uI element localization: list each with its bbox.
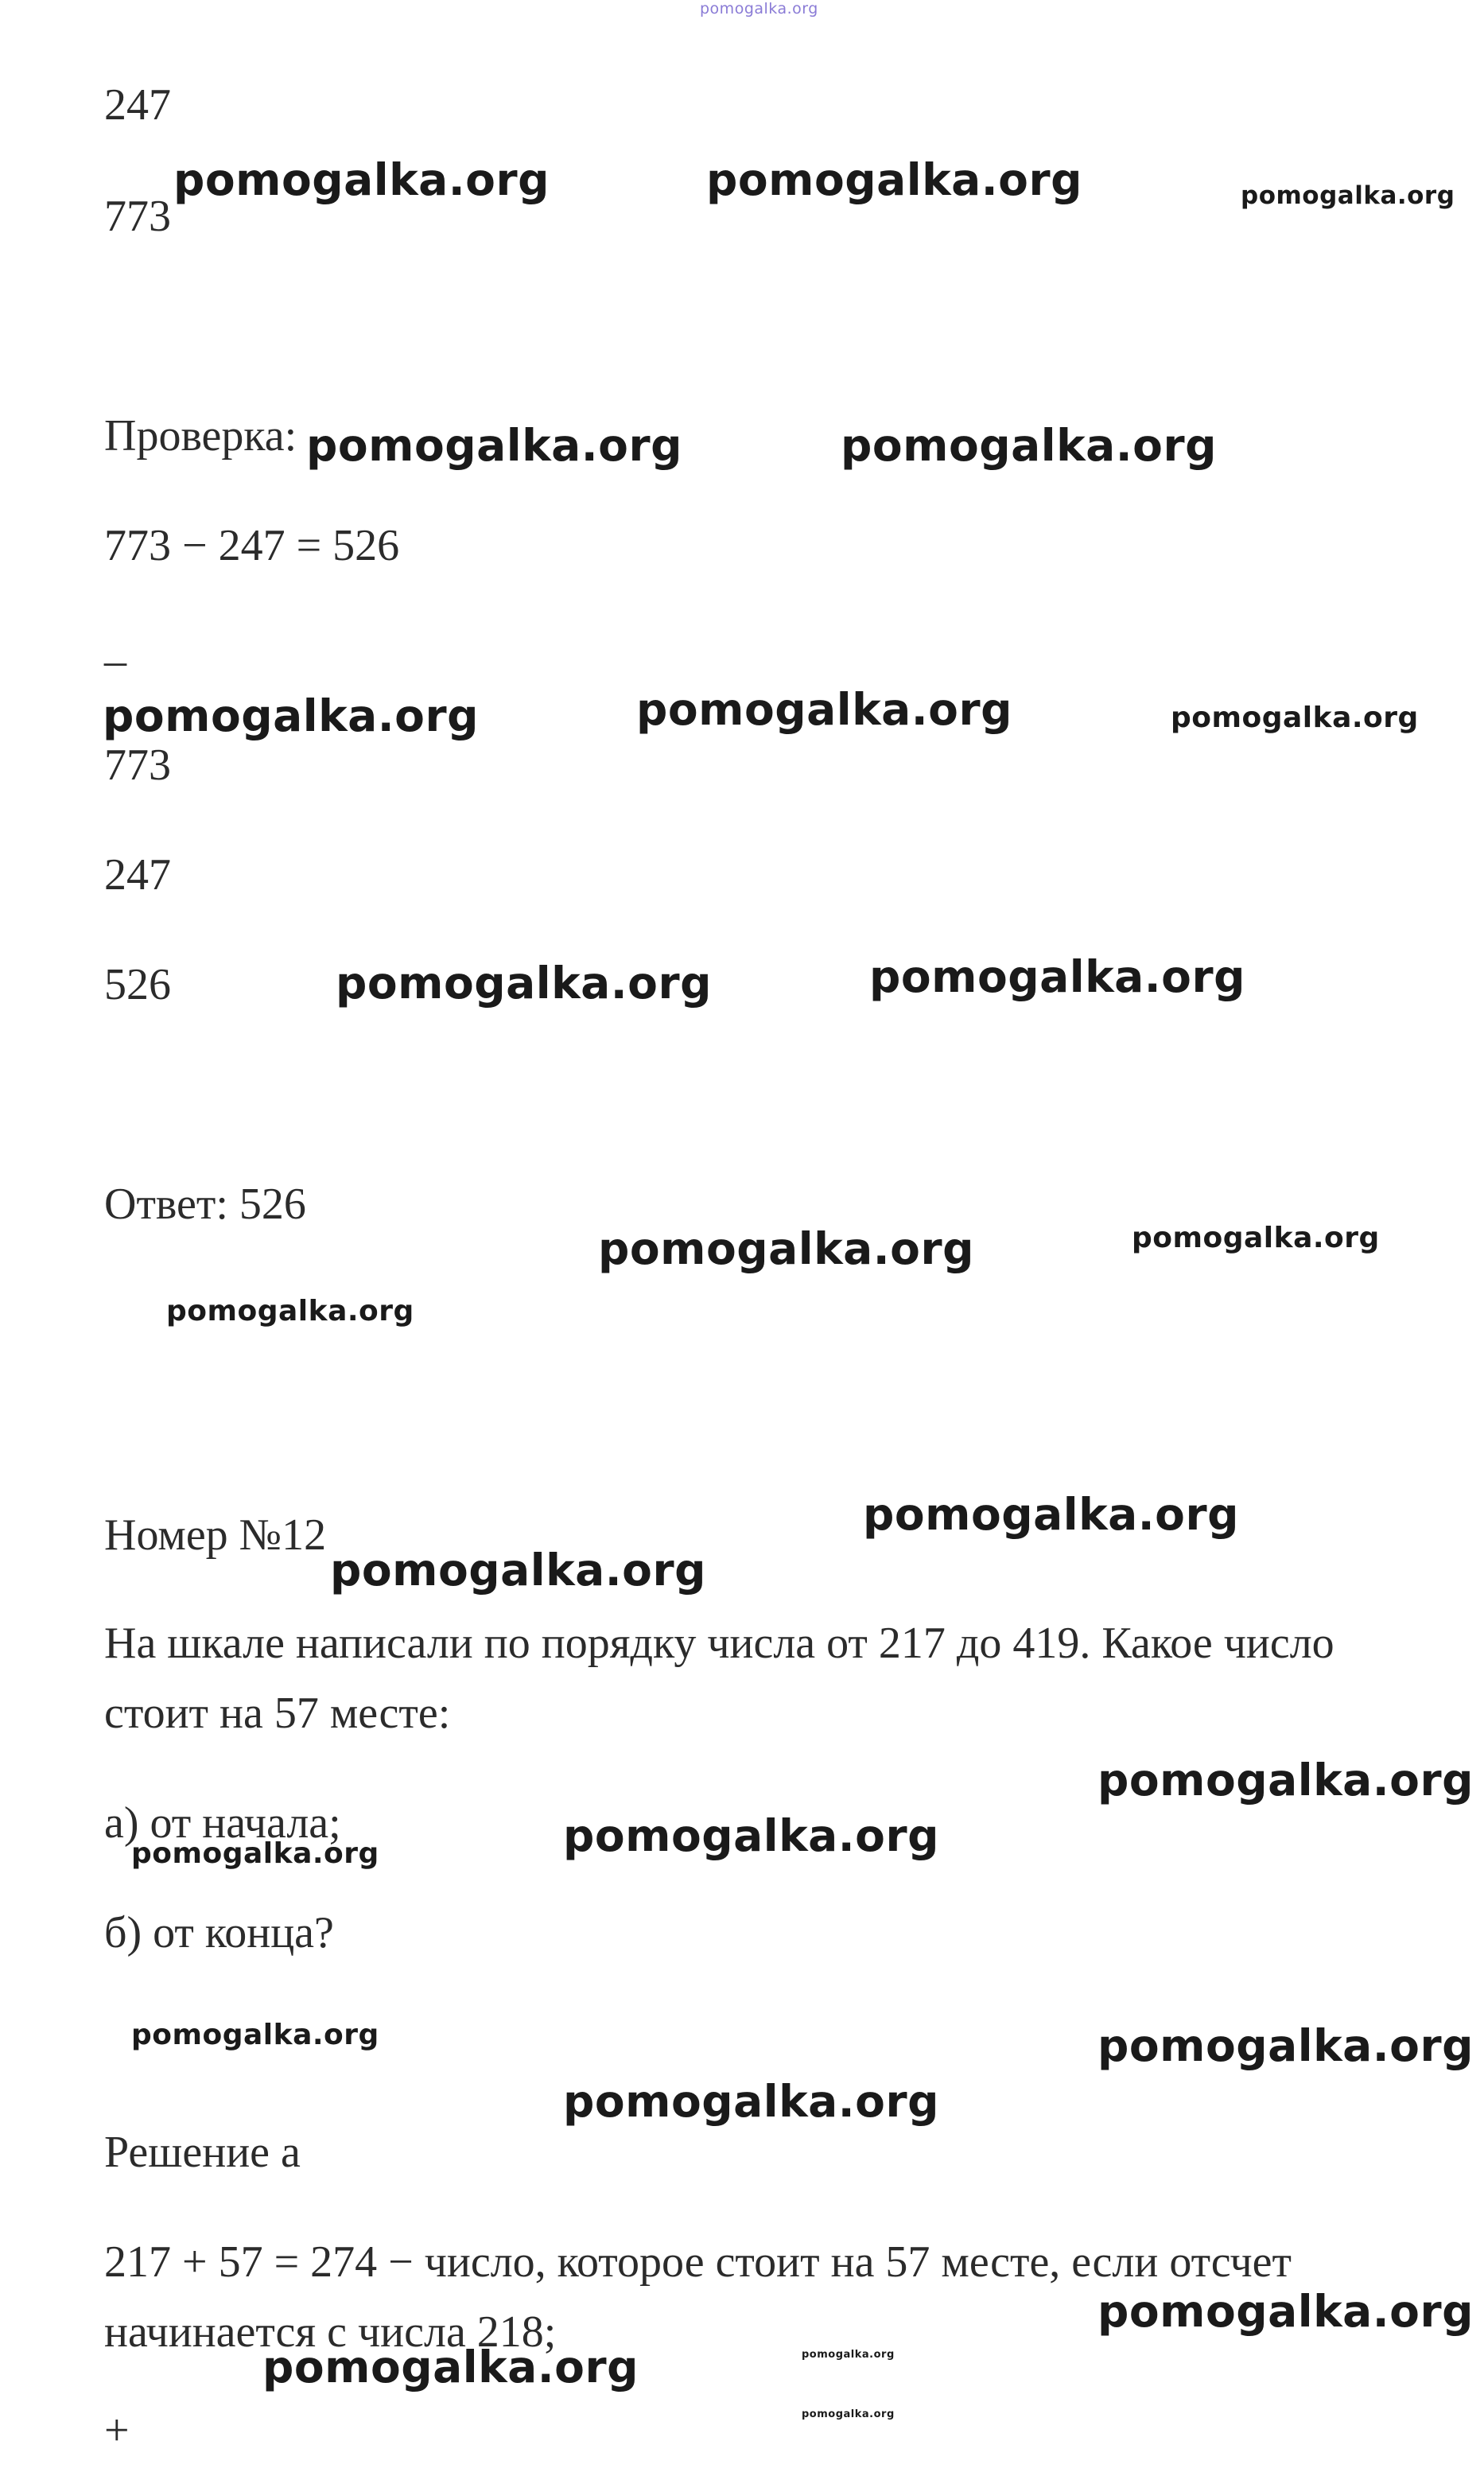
watermark: pomogalka.org [336, 958, 712, 1009]
watermark: pomogalka.org [1097, 2020, 1474, 2071]
answer: Ответ: 526 [104, 1180, 306, 1229]
watermark: pomogalka.org [131, 2019, 379, 2051]
watermark: pomogalka.org [802, 2408, 895, 2420]
column-minus-sign: _ [104, 621, 126, 671]
watermark: pomogalka.org [563, 1810, 939, 1861]
column-plus-sign: + [104, 2406, 130, 2455]
watermark: pomogalka.org [802, 2349, 895, 2361]
watermark: pomogalka.org [869, 951, 1245, 1002]
watermark: pomogalka.org [131, 1837, 379, 1870]
check-equation: 773 − 247 = 526 [104, 521, 400, 570]
watermark: pomogalka.org [841, 420, 1217, 471]
watermark: pomogalka.org [863, 1489, 1239, 1540]
column-minuend: 773 [104, 741, 171, 790]
watermark: pomogalka.org [1097, 1755, 1474, 1806]
watermark: pomogalka.org [598, 1223, 974, 1274]
solution-heading: Решение а [104, 2128, 301, 2177]
watermark: pomogalka.org [700, 0, 818, 17]
number-773: 773 [104, 192, 171, 241]
task-number: Номер №12 [104, 1510, 327, 1560]
number-247: 247 [104, 80, 171, 130]
watermark: pomogalka.org [103, 690, 479, 741]
watermark: pomogalka.org [636, 684, 1012, 735]
watermark: pomogalka.org [166, 1295, 414, 1327]
column-subtrahend: 247 [104, 850, 171, 900]
watermark: pomogalka.org [306, 420, 682, 471]
watermark: pomogalka.org [706, 154, 1082, 205]
watermark: pomogalka.org [1171, 702, 1419, 734]
task-text: На шкале написали по порядку числа от 217 до 419. Какое число стоит на 57 месте: [104, 1619, 1334, 1738]
check-heading: Проверка: [104, 411, 297, 461]
solution-equation: 217 + 57 = 274 − число, которое стоит на 57 месте, если отсчет начинается с числа 218; [104, 2237, 1292, 2357]
watermark: pomogalka.org [330, 1545, 706, 1596]
watermark: pomogalka.org [1241, 181, 1455, 210]
watermark: pomogalka.org [262, 2342, 639, 2393]
watermark: pomogalka.org [173, 154, 550, 205]
column-result: 526 [104, 960, 171, 1009]
watermark: pomogalka.org [1097, 2286, 1474, 2337]
watermark: pomogalka.org [563, 2076, 939, 2127]
watermark: pomogalka.org [1132, 1222, 1380, 1254]
option-b: б) от конца? [104, 1908, 334, 1957]
option-a: а) от начала; [104, 1798, 341, 1848]
